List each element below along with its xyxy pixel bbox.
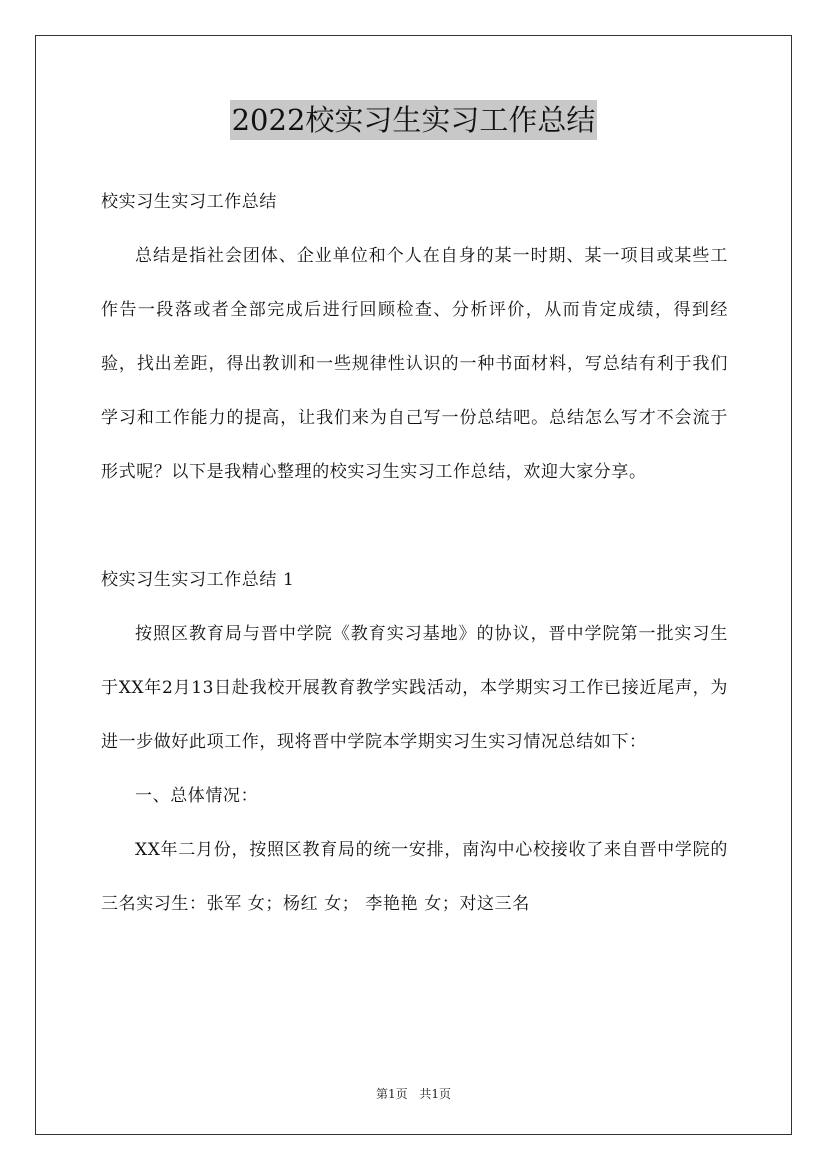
section-gap xyxy=(101,499,728,553)
page-footer xyxy=(0,1085,827,1102)
document-subtitle: 校实习生实习工作总结 xyxy=(101,192,277,212)
title-area xyxy=(0,100,827,140)
page-number: 第1页 xyxy=(375,1087,408,1101)
section-heading: 校实习生实习工作总结 1 xyxy=(101,570,295,590)
section-paragraph: 按照区教育局与晋中学院《教育实习基地》的协议，晋中学院第一批实习生于XX年2月13日赴我校开展教育教学实践活动，本学期实习工作已接近尾声，为进一步做好此项工作，现将晋中学院本学期实习生实习情况总结如下： xyxy=(101,624,728,752)
document-body xyxy=(101,175,728,931)
intro-section xyxy=(101,229,728,499)
intro-paragraph: 总结是指社会团体、企业单位和个人在自身的某一时期、某一项目或某些工作告一段落或者全部完成后进行回顾检查、分析评价，从而肯定成绩，得到经验，找出差距，得出教训和一些规律性认识的一种书面材料，写总结有利于我们学习和工作能力的提高，让我们来为自己写一份总结吧。总结怎么写才不会流于形式呢？以下是我精心整理的校实习生实习工作总结，欢迎大家分享。 xyxy=(101,246,728,482)
section-body xyxy=(101,607,728,931)
document-title: 2022校实习生实习工作总结 xyxy=(230,100,598,140)
section-paragraph: 一、总体情况： xyxy=(135,786,259,806)
section-paragraph: XX年二月份，按照区教育局的统一安排，南沟中心校接收了来自晋中学院的三名实习生：张军 女；杨红 女； 李艳艳 女；对这三名 xyxy=(101,840,728,914)
page-total: 共1页 xyxy=(419,1087,452,1101)
